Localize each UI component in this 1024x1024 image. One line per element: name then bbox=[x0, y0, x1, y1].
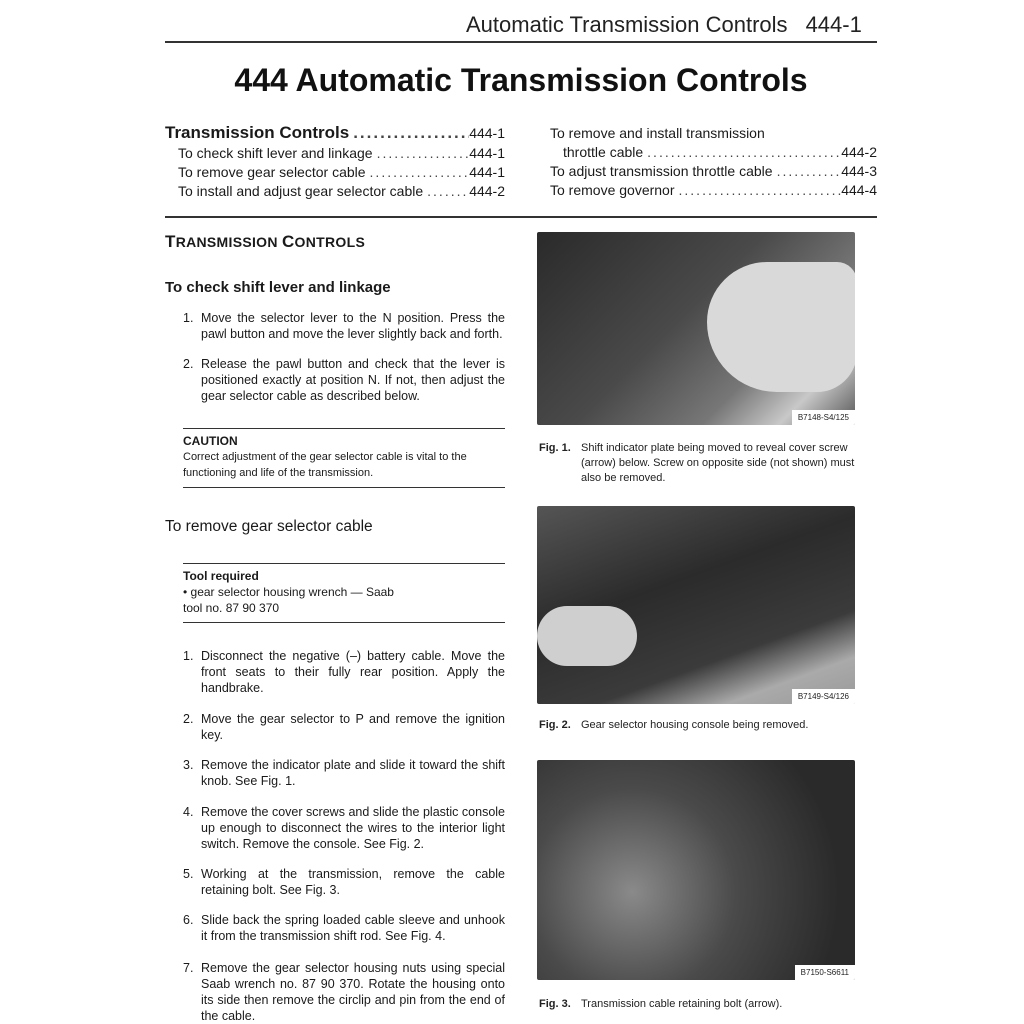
step: 5. Working at the transmission, remove the cable retaining bolt. See Fig. 3. bbox=[183, 867, 505, 897]
figure-2-photo bbox=[537, 506, 855, 704]
toc-leader bbox=[675, 181, 842, 200]
toc-page: 444-1 bbox=[469, 145, 505, 161]
tool-text: • gear selector housing wrench — Saab tool no. 87 90 370 bbox=[183, 585, 394, 615]
caution-title: CAUTION bbox=[183, 434, 238, 448]
toc-label: To adjust transmission throttle cable bbox=[550, 163, 773, 179]
toc-page: 444-2 bbox=[469, 183, 505, 199]
toc-item[interactable] bbox=[165, 182, 505, 201]
toc-right bbox=[550, 124, 877, 200]
toc-page: 444-4 bbox=[841, 182, 877, 198]
toc-item[interactable] bbox=[550, 181, 877, 200]
toc-item[interactable] bbox=[550, 143, 877, 162]
figure-1-photo bbox=[537, 232, 855, 425]
toc-item[interactable] bbox=[550, 162, 877, 181]
toc-label: throttle cable bbox=[563, 144, 644, 160]
toc-page: 444-3 bbox=[841, 163, 877, 179]
toc-label: Transmission Controls bbox=[165, 123, 350, 142]
step: 7. Remove the gear selector housing nuts using special Saab wrench no. 87 90 370. Rotate the housing onto its side then remove the circlip and pin from the end of the cable. bbox=[183, 961, 505, 1023]
toc-label: To remove governor bbox=[550, 182, 675, 198]
step: 4. Remove the cover screws and slide the plastic console up enough to disconnect the wires to the interior light switch. Remove the console. See Fig. 2. bbox=[183, 805, 505, 851]
toc-page: 444-2 bbox=[841, 144, 877, 160]
figure-code: B7149-S4/126 bbox=[792, 689, 855, 704]
tool-required-box bbox=[183, 563, 505, 623]
caution-text: Correct adjustment of the gear selector cable is vital to the functioning and life of the transmission. bbox=[183, 451, 467, 479]
chapter-title: 444 Automatic Transmission Controls bbox=[234, 62, 808, 98]
figure-code: B7150-S6611 bbox=[795, 965, 855, 980]
toc-leader bbox=[366, 163, 470, 182]
toc-page: 444-1 bbox=[469, 164, 505, 180]
toc-label: To install and adjust gear selector cable bbox=[178, 183, 424, 199]
running-title: Automatic Transmission Controls bbox=[466, 12, 788, 37]
step: 6. Slide back the spring loaded cable sleeve and unhook it from the transmission shift rod. See Fig. 4. bbox=[183, 913, 505, 943]
section-heading: TRANSMISSION CONTROLS bbox=[165, 232, 366, 251]
figure-3-photo bbox=[537, 760, 855, 980]
toc-left bbox=[165, 122, 505, 201]
toc-rule bbox=[165, 216, 877, 218]
figure-1-caption: Fig. 1. Shift indicator plate being moved to reveal cover screw (arrow) below. Screw on opposite side (not shown) must also be removed. bbox=[539, 442, 855, 484]
tool-title: Tool required bbox=[183, 569, 259, 583]
toc-item[interactable] bbox=[550, 124, 877, 143]
toc-label: To check shift lever and linkage bbox=[178, 145, 373, 161]
figure-3-caption: Fig. 3. Transmission cable retaining bolt (arrow). bbox=[539, 998, 783, 1010]
figure-code: B7148-S4/125 bbox=[792, 410, 855, 425]
caution-box bbox=[183, 428, 505, 488]
subheading-remove: To remove gear selector cable bbox=[165, 518, 373, 535]
toc-page: 444-1 bbox=[469, 125, 505, 141]
toc-item[interactable] bbox=[165, 144, 505, 163]
toc-leader bbox=[643, 143, 841, 162]
hand-shape bbox=[537, 606, 637, 666]
figure-2-caption: Fig. 2. Gear selector housing console being removed. bbox=[539, 719, 809, 731]
header-rule bbox=[165, 41, 877, 43]
toc-leader bbox=[349, 122, 469, 144]
step: 1. Disconnect the negative (–) battery cable. Move the front seats to their fully rear position. Apply the handbrake. bbox=[183, 649, 505, 695]
page-number: 444-1 bbox=[805, 12, 862, 37]
toc-label: To remove and install transmission bbox=[550, 125, 765, 141]
subheading-check: To check shift lever and linkage bbox=[165, 279, 391, 296]
toc-item[interactable] bbox=[165, 122, 505, 144]
step: 3. Remove the indicator plate and slide it toward the shift knob. See Fig. 1. bbox=[183, 758, 505, 788]
hand-shape bbox=[707, 262, 855, 392]
toc-leader bbox=[423, 182, 469, 201]
running-header bbox=[466, 12, 862, 38]
step: 1. Move the selector lever to the N position. Press the pawl button and move the lever slightly back and forth. bbox=[183, 311, 505, 341]
step: 2. Release the pawl button and check that the lever is positioned exactly at position N. If not, then adjust the gear selector cable as described below. bbox=[183, 357, 505, 403]
toc-leader bbox=[773, 162, 842, 181]
toc-label: To remove gear selector cable bbox=[178, 164, 366, 180]
toc-item[interactable] bbox=[165, 163, 505, 182]
toc-leader bbox=[373, 144, 470, 163]
step: 2. Move the gear selector to P and remove the ignition key. bbox=[183, 712, 505, 742]
